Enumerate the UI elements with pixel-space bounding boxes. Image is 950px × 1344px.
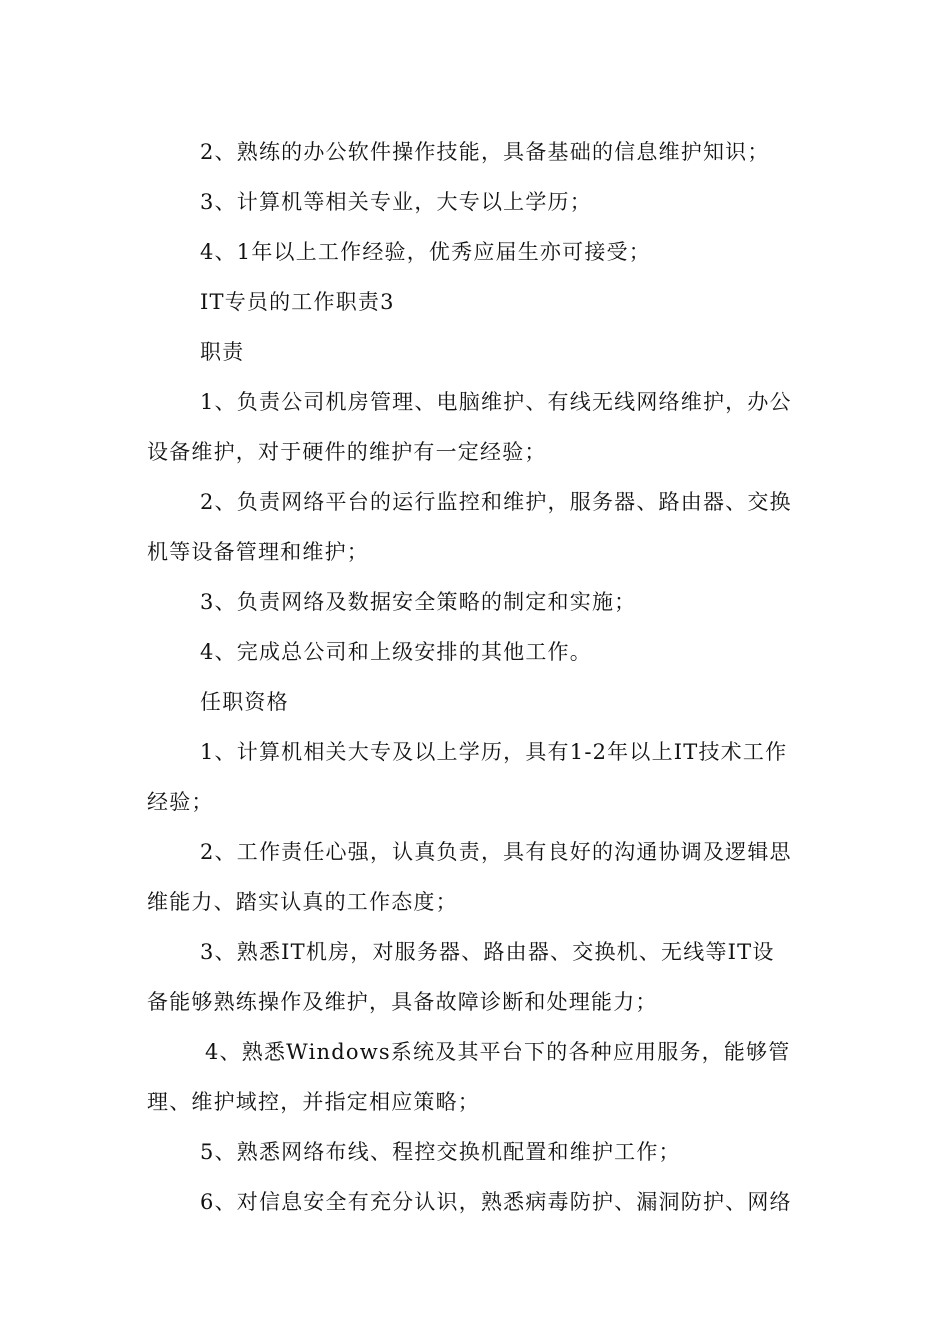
qualification-item-6: 6、对信息安全有充分认识，熟悉病毒防护、漏洞防护、网络 [200, 1190, 792, 1214]
requirement-item-3: 3、计算机等相关专业，大专以上学历； [200, 190, 592, 214]
requirement-item-2: 2、熟练的办公软件操作技能，具备基础的信息维护知识； [200, 140, 770, 164]
duty-item-2: 2、负责网络平台的运行监控和维护，服务器、路由器、交换 [200, 490, 792, 514]
section-heading: IT专员的工作职责3 [200, 290, 395, 314]
qualification-item-1: 1、计算机相关大专及以上学历，具有1-2年以上IT技术工作 [200, 740, 788, 764]
qualifications-heading: 任职资格 [200, 690, 289, 714]
qualification-item-3: 3、熟悉IT机房，对服务器、路由器、交换机、无线等IT设 [200, 940, 775, 964]
qualification-item-3-continued: 备能够熟练操作及维护，具备故障诊断和处理能力； [147, 990, 658, 1014]
qualification-item-4-continued: 理、维护域控，并指定相应策略； [147, 1090, 480, 1114]
duty-item-3: 3、负责网络及数据安全策略的制定和实施； [200, 590, 637, 614]
qualification-item-4: 4、熟悉Windows系统及其平台下的各种应用服务，能够管 [205, 1040, 791, 1064]
duty-item-1: 1、负责公司机房管理、电脑维护、有线无线网络维护，办公 [200, 390, 792, 414]
qualification-item-1-continued: 经验； [147, 790, 214, 814]
duty-item-1-continued: 设备维护，对于硬件的维护有一定经验； [147, 440, 547, 464]
qualification-item-5: 5、熟悉网络布线、程控交换机配置和维护工作； [200, 1140, 681, 1164]
qualification-item-2-continued: 维能力、踏实认真的工作态度； [147, 890, 458, 914]
qualification-item-2: 2、工作责任心强，认真负责，具有良好的沟通协调及逻辑思 [200, 840, 792, 864]
duties-heading: 职责 [200, 340, 245, 364]
requirement-item-4: 4、1年以上工作经验，优秀应届生亦可接受； [200, 240, 651, 264]
duty-item-4: 4、完成总公司和上级安排的其他工作。 [200, 640, 592, 664]
duty-item-2-continued: 机等设备管理和维护； [147, 540, 369, 564]
